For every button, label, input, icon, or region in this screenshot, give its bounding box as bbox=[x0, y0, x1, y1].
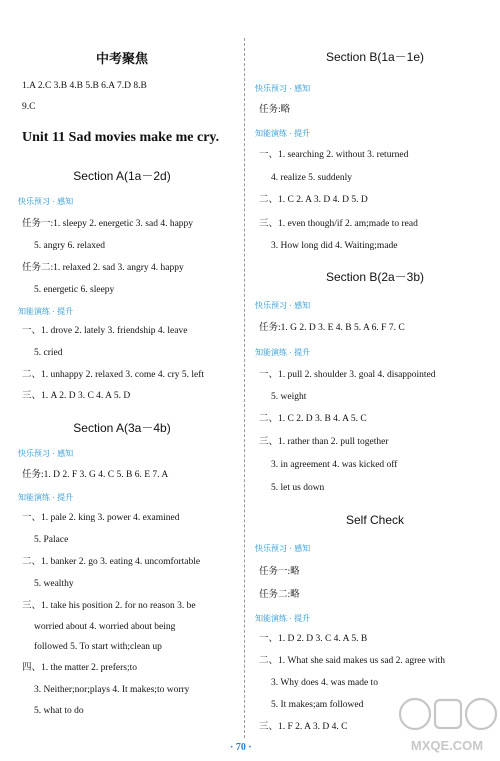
answer-line: 二、1. What she said makes us sad 2. agree with bbox=[259, 656, 445, 666]
page-number: · 70 · bbox=[230, 742, 252, 753]
answer-line: 5. angry 6. relaxed bbox=[34, 241, 105, 251]
answer-line: followed 5. To start with;clean up bbox=[34, 642, 162, 652]
answer-line: 一、1. pull 2. shoulder 3. goal 4. disappointed bbox=[259, 370, 436, 380]
answer-line: 三、1. A 2. D 3. C 4. A 5. D bbox=[22, 391, 131, 401]
section-heading: Section A(3a－4b) bbox=[73, 421, 171, 435]
unit-title: Unit 11 Sad movies make me cry. bbox=[22, 130, 220, 145]
section-heading: Self Check bbox=[345, 513, 405, 527]
section-tag-practice: 知能演练 · 提升 bbox=[255, 614, 311, 623]
answer-line: 4. realize 5. suddenly bbox=[271, 173, 352, 183]
answer-line: 二、1. C 2. A 3. D 4. D 5. D bbox=[259, 195, 368, 205]
answer-line: 一、1. pale 2. king 3. power 4. examined bbox=[22, 513, 180, 523]
section-tag-preview: 快乐预习 · 感知 bbox=[18, 449, 74, 458]
answer-line: 一、1. searching 2. without 3. returned bbox=[259, 150, 409, 160]
answer-line: 5. what to do bbox=[34, 706, 84, 716]
answer-line: 四、1. the matter 2. prefers;to bbox=[22, 663, 138, 673]
answer-line: 任务:1. G 2. D 3. E 4. B 5. A 6. F 7. C bbox=[259, 323, 405, 333]
section-heading: Section B(1a－1e) bbox=[325, 50, 425, 64]
answer-line: 任务一:略 bbox=[259, 567, 300, 577]
section-tag-preview: 快乐预习 · 感知 bbox=[255, 301, 311, 310]
answer-line: 三、1. take his position 2. for no reason 3. be bbox=[22, 601, 196, 611]
answer-line: 三、1. even though/if 2. am;made to read bbox=[259, 219, 418, 229]
answer-line: 5. It makes;am followed bbox=[271, 700, 364, 710]
answer-line: 3. in agreement 4. was kicked off bbox=[271, 460, 398, 470]
answer-line: 5. cried bbox=[34, 348, 63, 358]
answer-line: 任务二:1. relaxed 2. sad 3. angry 4. happy bbox=[22, 263, 184, 273]
section-tag-preview: 快乐预习 · 感知 bbox=[255, 84, 311, 93]
section-tag-practice: 知能演练 · 提升 bbox=[18, 307, 74, 316]
section-heading: Section A(1a－2d) bbox=[73, 169, 171, 183]
answer-line: 任务:略 bbox=[259, 105, 291, 115]
answer-line: 5. energetic 6. sleepy bbox=[34, 285, 115, 295]
exam-focus-title: 中考聚焦 bbox=[95, 51, 148, 66]
answer-line: 三、1. F 2. A 3. D 4. C bbox=[259, 722, 348, 732]
answer-line: 5. weight bbox=[271, 392, 307, 402]
answer-line: 二、1. C 2. D 3. B 4. A 5. C bbox=[259, 414, 367, 424]
answer-line: 5. let us down bbox=[271, 483, 325, 493]
answer-line: 任务:1. D 2. F 3. G 4. C 5. B 6. E 7. A bbox=[22, 470, 169, 480]
section-tag-preview: 快乐预习 · 感知 bbox=[255, 544, 311, 553]
svg-text:MXQE.COM: MXQE.COM bbox=[410, 738, 484, 753]
answer-line: 一、1. D 2. D 3. C 4. A 5. B bbox=[259, 634, 368, 644]
answer-line: 任务二:略 bbox=[259, 590, 300, 600]
answer-line: 3. How long did 4. Waiting;made bbox=[271, 241, 398, 251]
answer-line: 9.C bbox=[22, 102, 36, 112]
answer-line: 3. Neither;nor;plays 4. It makes;to worry bbox=[34, 685, 190, 695]
section-tag-practice: 知能演练 · 提升 bbox=[18, 493, 74, 502]
section-tag-practice: 知能演练 · 提升 bbox=[255, 348, 311, 357]
watermark-logo bbox=[395, 694, 500, 756]
answer-line: 5. Palace bbox=[34, 535, 69, 545]
answer-line: 5. wealthy bbox=[34, 579, 74, 589]
section-tag-practice: 知能演练 · 提升 bbox=[255, 129, 311, 138]
answer-line: 3. Why does 4. was made to bbox=[271, 678, 378, 688]
answer-line: 1.A 2.C 3.B 4.B 5.B 6.A 7.D 8.B bbox=[22, 81, 147, 91]
section-heading: Section B(2a－3b) bbox=[325, 270, 425, 284]
answer-line: worried about 4. worried about being bbox=[34, 622, 176, 632]
answer-line: 三、1. rather than 2. pull together bbox=[259, 437, 389, 447]
section-tag-preview: 快乐预习 · 感知 bbox=[18, 197, 74, 206]
column-divider bbox=[244, 38, 245, 738]
answer-line: 二、1. unhappy 2. relaxed 3. come 4. cry 5. left bbox=[22, 370, 205, 380]
answer-line: 一、1. drove 2. lately 3. friendship 4. leave bbox=[22, 326, 188, 336]
answer-line: 任务一:1. sleepy 2. energetic 3. sad 4. happy bbox=[22, 219, 194, 229]
answer-line: 二、1. banker 2. go 3. eating 4. uncomfortable bbox=[22, 557, 201, 567]
